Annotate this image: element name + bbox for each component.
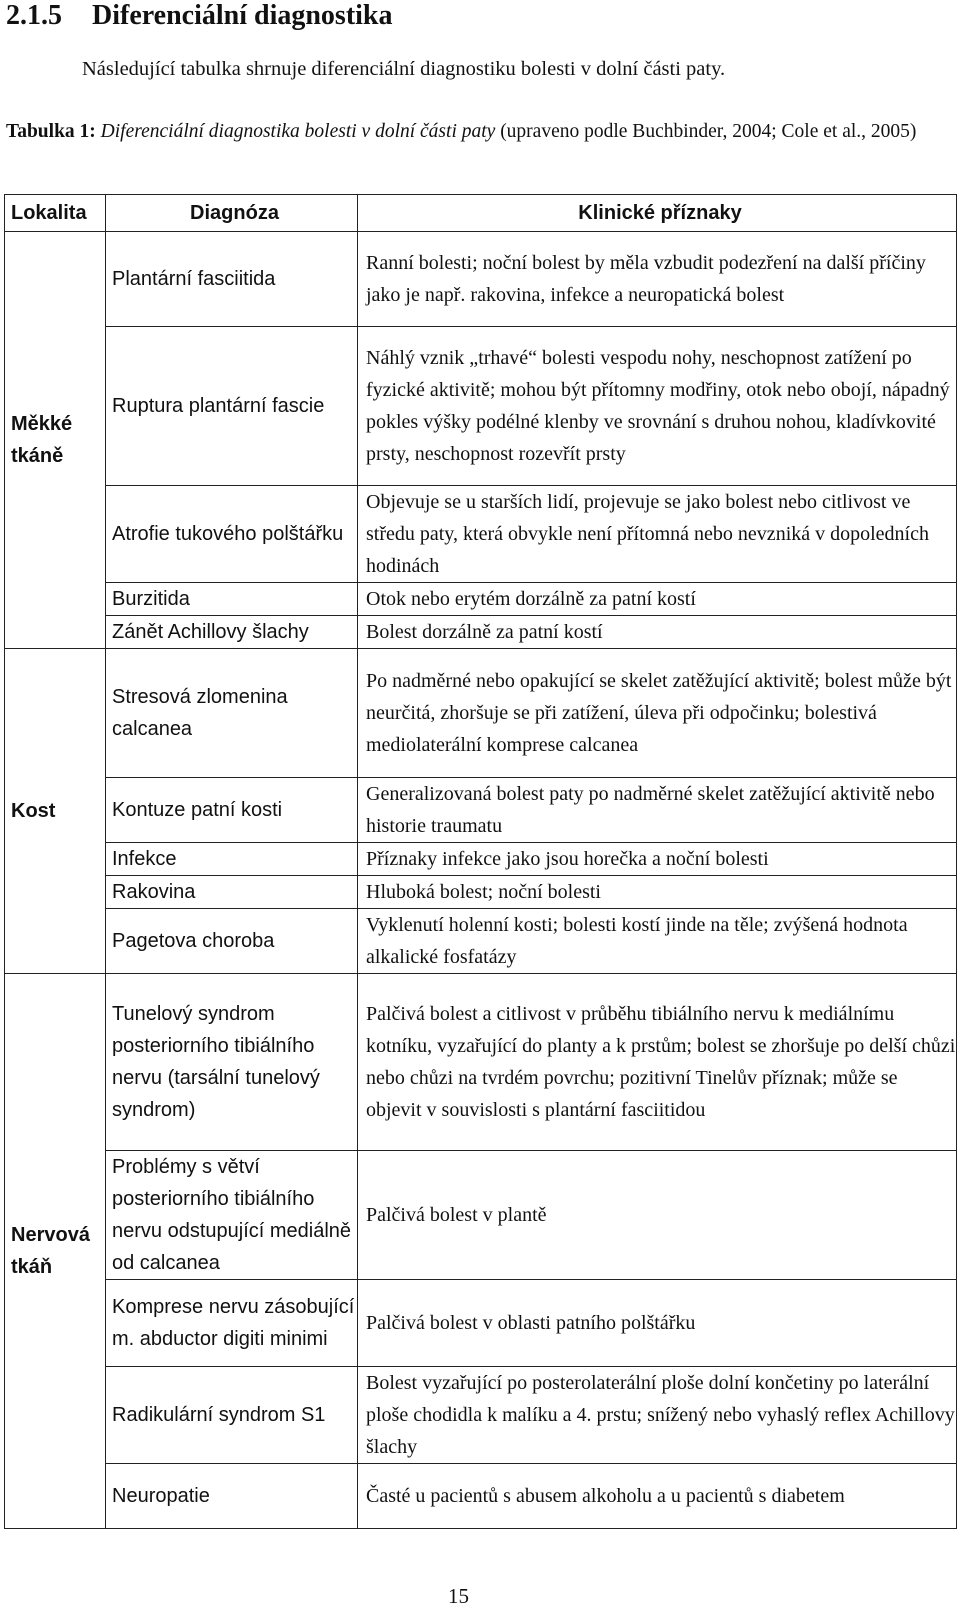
diagnosis-cell: Plantární fasciitida (106, 232, 358, 327)
table-row (5, 232, 957, 327)
symptoms-cell: Bolest vyzařující po posterolaterální ploše dolní končetiny po laterální ploše chodidla k malíku a 4. prstu; snížený nebo vyhaslý reflex Achillovy šlachy (358, 1367, 957, 1464)
diagnosis-cell: Komprese nervu zásobující m. abductor digiti minimi (106, 1280, 358, 1367)
caption-source: (upraveno podle Buchbinder, 2004; Cole et al., 2005) (500, 121, 917, 142)
location-cell: Měkké tkáně (5, 232, 106, 649)
diagnosis-cell: Tunelový syndrom posteriorního tibiálního nervu (tarsální tunelový syndrom) (106, 974, 358, 1151)
table-caption (6, 116, 951, 148)
table-header-row (5, 195, 957, 232)
intro-paragraph: Následující tabulka shrnuje diferenciální diagnostiku bolesti v dolní části paty. (82, 58, 726, 80)
diagnosis-cell: Infekce (106, 843, 358, 876)
diagnosis-cell: Rakovina (106, 876, 358, 909)
diagnosis-cell: Radikulární syndrom S1 (106, 1367, 358, 1464)
table-row (5, 1151, 957, 1280)
symptoms-cell: Palčivá bolest v plantě (358, 1151, 957, 1280)
symptoms-cell: Ranní bolesti; noční bolest by měla vzbudit podezření na další příčiny jako je např. rakovina, infekce a neuropatická bolest (358, 232, 957, 327)
diagnosis-cell: Kontuze patní kosti (106, 778, 358, 843)
table-row (5, 649, 957, 778)
table-row (5, 843, 957, 876)
section-title: Diferenciální diagnostika (92, 0, 393, 31)
diagnosis-cell: Stresová zlomenina calcanea (106, 649, 358, 778)
diagnosis-cell: Pagetova choroba (106, 909, 358, 974)
table-row (5, 1280, 957, 1367)
caption-label: Tabulka 1: (6, 121, 96, 142)
symptoms-cell: Objevuje se u starších lidí, projevuje se jako bolest nebo citlivost ve středu paty, která obvykle není přítomná nebo nevzniká v dopoledních hodinách (358, 486, 957, 583)
diagnosis-cell: Neuropatie (106, 1464, 358, 1529)
section-number: 2.1.5 (6, 0, 62, 31)
section-heading (6, 0, 393, 32)
diagnosis-cell: Zánět Achillovy šlachy (106, 616, 358, 649)
location-cell: Kost (5, 649, 106, 974)
table-row (5, 327, 957, 486)
table-row (5, 778, 957, 843)
table-row (5, 1464, 957, 1529)
caption-title: Diferenciální diagnostika bolesti v dolní části paty (100, 121, 496, 142)
symptoms-cell: Příznaky infekce jako jsou horečka a noční bolesti (358, 843, 957, 876)
symptoms-cell: Otok nebo erytém dorzálně za patní kostí (358, 583, 957, 616)
table-row (5, 876, 957, 909)
symptoms-cell: Vyklenutí holenní kosti; bolesti kostí jinde na těle; zvýšená hodnota alkalické fosfatázy (358, 909, 957, 974)
table-row (5, 974, 957, 1151)
table-row (5, 486, 957, 583)
location-cell: Nervová tkáň (5, 974, 106, 1529)
diagnosis-cell: Burzitida (106, 583, 358, 616)
symptoms-cell: Bolest dorzálně za patní kostí (358, 616, 957, 649)
header-location: Lokalita (5, 195, 106, 232)
symptoms-cell: Palčivá bolest a citlivost v průběhu tibiálního nervu k mediálnímu kotníku, vyzařující do planty a k prstům; bolest se zhoršuje po delší chůzi nebo chůzi na tvrdém povrchu; pozitivní Tinelův příznak; může se objevit v souvislosti s plantární fasciitidou (358, 974, 957, 1151)
diagnosis-cell: Ruptura plantární fascie (106, 327, 358, 486)
table-row (5, 1367, 957, 1464)
differential-diagnosis-table (4, 194, 957, 1529)
diagnosis-cell: Problémy s větví posteriorního tibiálního nervu odstupující mediálně od calcanea (106, 1151, 358, 1280)
symptoms-cell: Generalizovaná bolest paty po nadměrné skelet zatěžující aktivitě nebo historie traumatu (358, 778, 957, 843)
table-row (5, 909, 957, 974)
diagnosis-cell: Atrofie tukového polštářku (106, 486, 358, 583)
table-row (5, 583, 957, 616)
symptoms-cell: Po nadměrné nebo opakující se skelet zatěžující aktivitě; bolest může být neurčitá, zhoršuje se při zatížení, úleva při odpočinku; bolestivá mediolaterální komprese calcanea (358, 649, 957, 778)
symptoms-cell: Palčivá bolest v oblasti patního polštářku (358, 1280, 957, 1367)
header-diagnosis: Diagnóza (106, 195, 358, 232)
header-symptoms: Klinické příznaky (358, 195, 957, 232)
symptoms-cell: Hluboká bolest; noční bolesti (358, 876, 957, 909)
table-row (5, 616, 957, 649)
symptoms-cell: Náhlý vznik „trhavé“ bolesti vespodu nohy, neschopnost zatížení po fyzické aktivitě; mohou být přítomny modřiny, otok nebo obojí, nápadný pokles výšky podélné klenby ve srovnání s druhou nohou, kladívkovité prsty, neschopnost rozevřít prsty (358, 327, 957, 486)
symptoms-cell: Časté u pacientů s abusem alkoholu a u pacientů s diabetem (358, 1464, 957, 1529)
page-number: 15 (448, 1584, 469, 1608)
